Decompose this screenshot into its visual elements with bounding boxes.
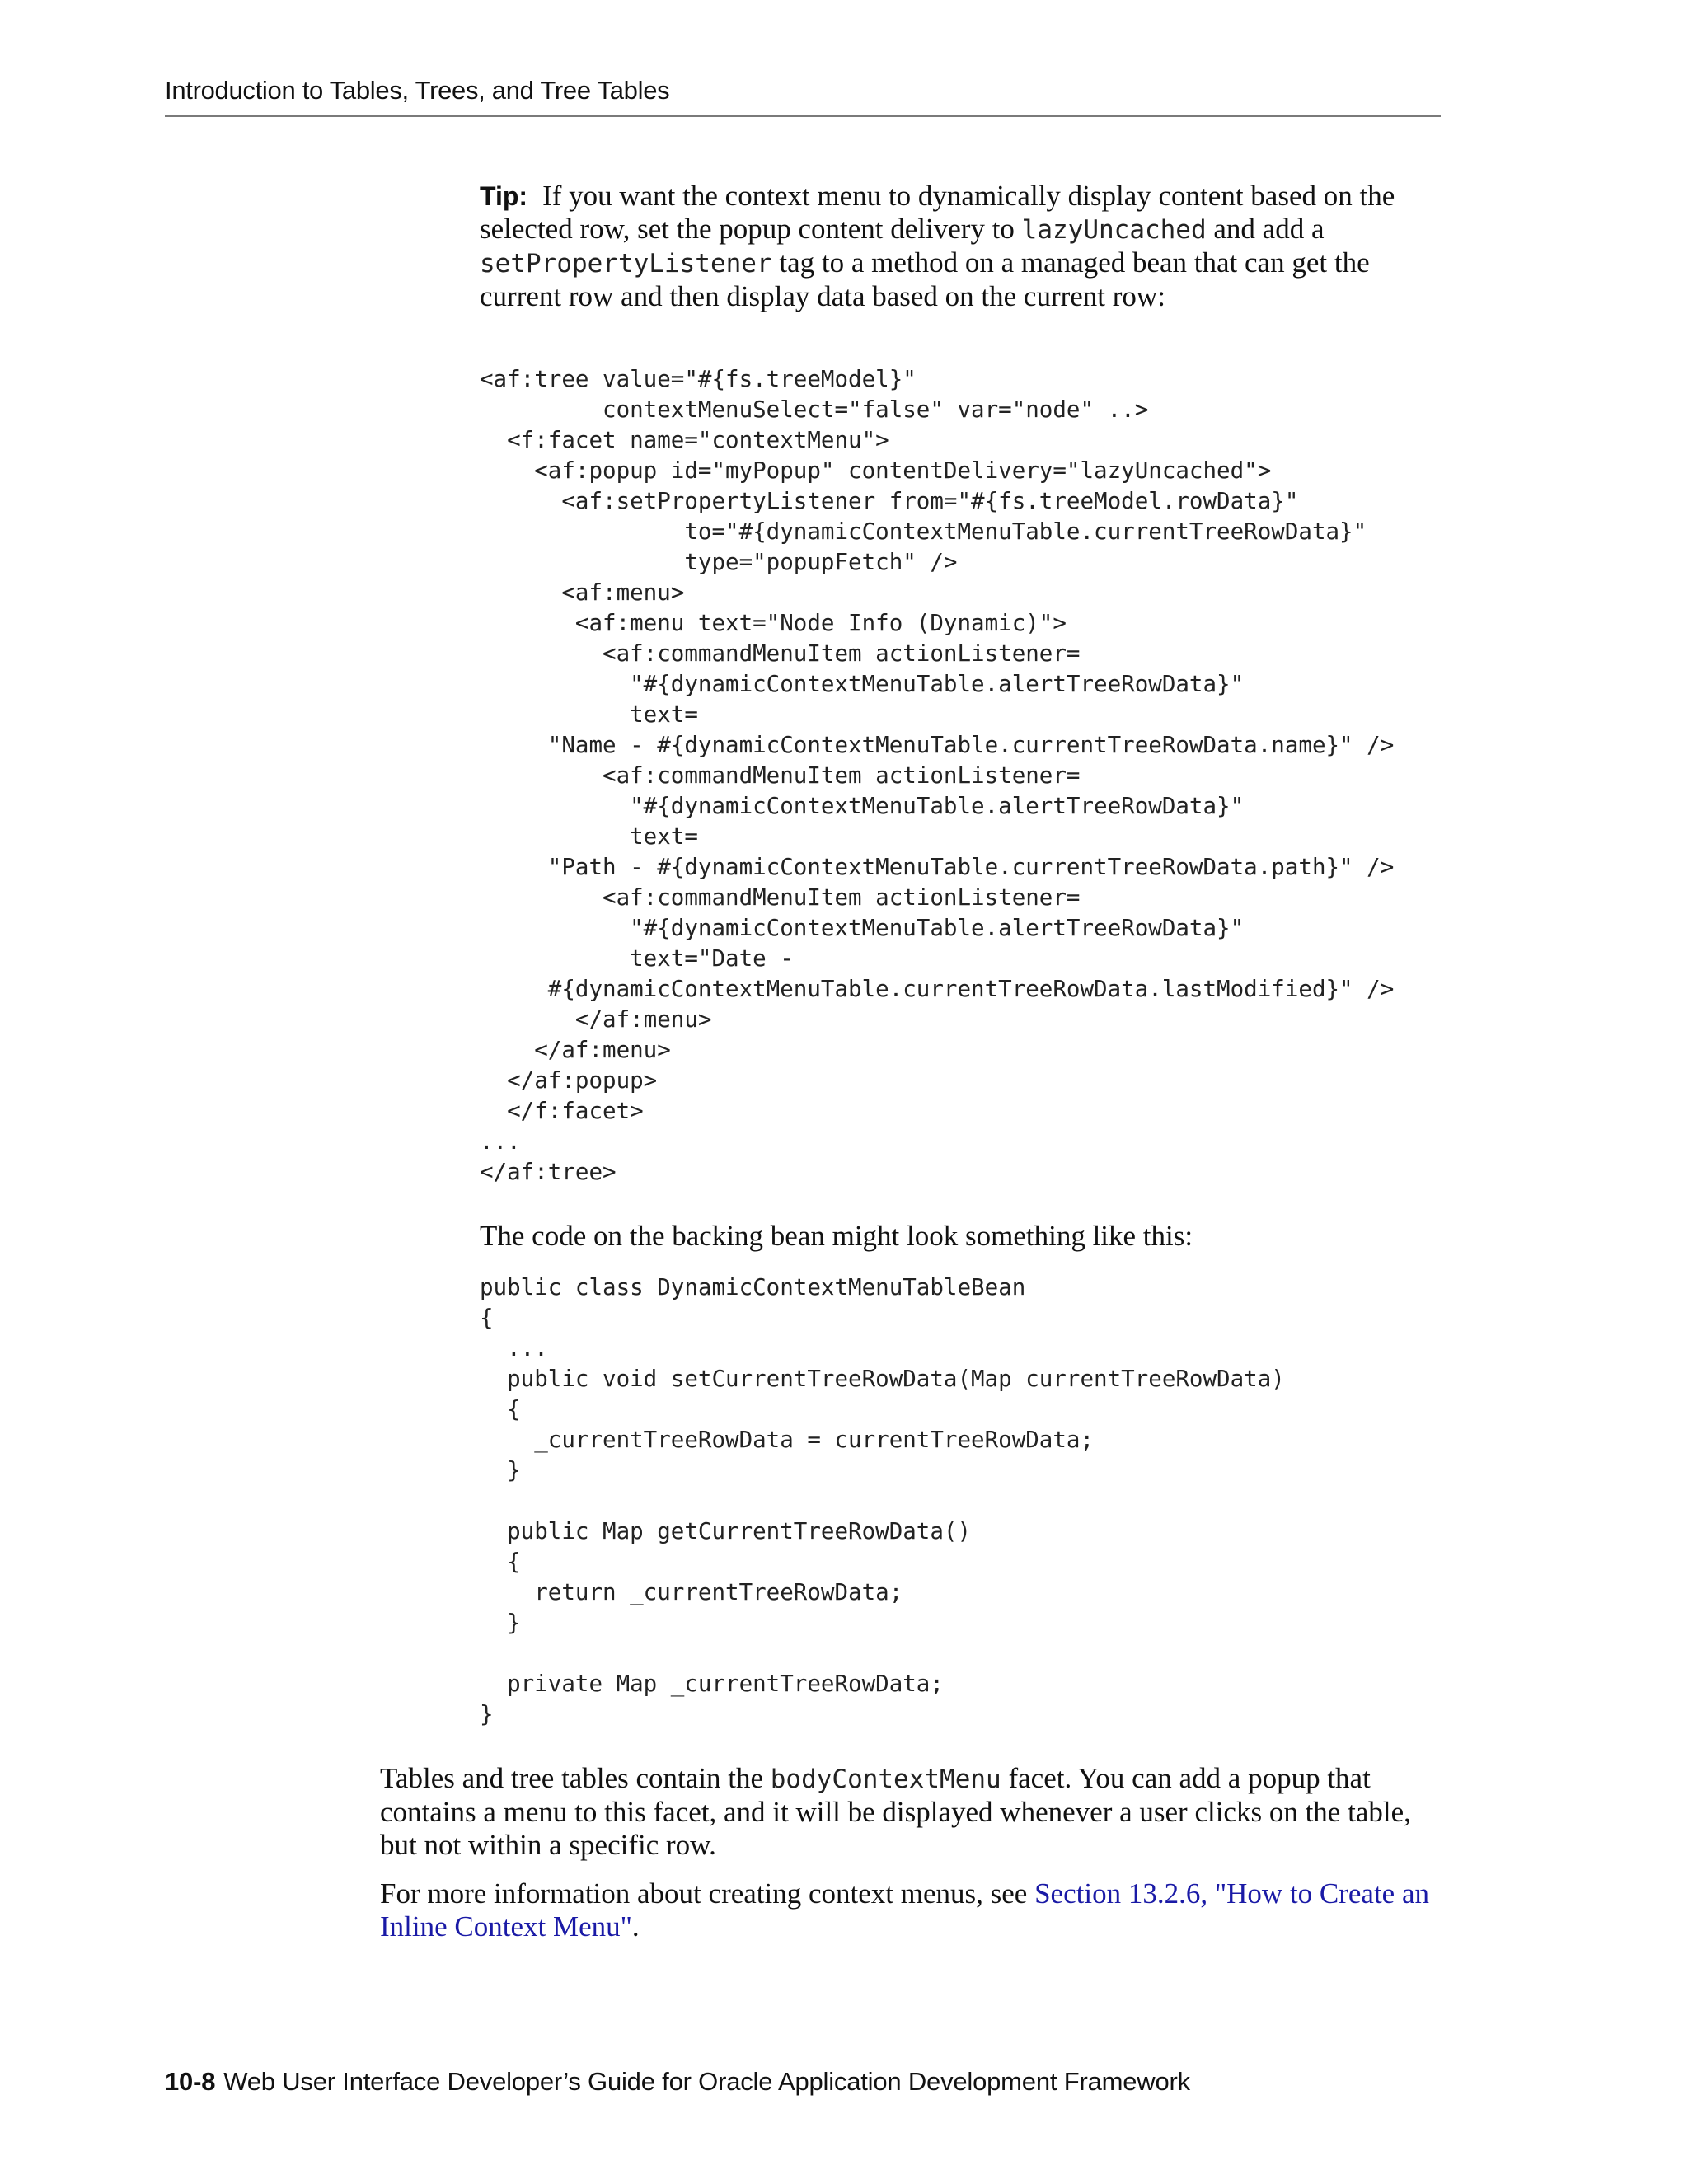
tip-text: tag to a method on a managed bean that can get the current row and then display data based on the current row:: [480, 246, 1370, 312]
page-number: 10-8: [165, 2067, 216, 2096]
tables-context-menu-paragraph: [380, 1762, 1443, 1862]
tip-code-setpropertylistener: setPropertyListener: [480, 249, 772, 279]
paragraph-text: .: [631, 1910, 640, 1943]
paragraph-text: Tables and tree tables contain the: [380, 1762, 771, 1794]
book-title: Web User Interface Developer’s Guide for Oracle Application Development Framework: [223, 2067, 1190, 2096]
running-header: Introduction to Tables, Trees, and Tree Tables: [165, 76, 670, 105]
tip-label: Tip:: [480, 181, 528, 211]
page-footer: [165, 2065, 1190, 2098]
paragraph-text: For more information about creating context menus, see: [380, 1877, 1035, 1910]
tip-code-lazyuncached: lazyUncached: [1021, 215, 1207, 245]
paragraph-text: facet. You can add a popup that contains a menu to this facet, and it will be displayed whenever a user clicks on the table, but not within a specific row.: [380, 1762, 1411, 1861]
tip-block: [480, 180, 1428, 313]
tree-code-example: <af:tree value="#{fs.treeModel}" contextMenuSelect="false" var="node" ..> <f:facet name="contextMenu"> <af:popup id="myPopup" contentDelivery="lazyUncached"> <af:setPropertyListener from="#{fs.treeModel.rowData}" to="#{dynamicContextMenuTable.currentTreeRowData}" type="popupFetch" /> <af:menu> <af:menu text="Node Info (Dynamic)"> <af:commandMenuItem actionListener= "#{dynamicContextMenuTable.alertTreeRowData}" text= "Name - #{dynamicContextMenuTable.currentTreeRowData.name}" /> <af:commandMenuItem actionListener= "#{dynamicContextMenuTable.alertTreeRowData}" text= "Path - #{dynamicContextMenuTable.currentTreeRowData.path}" /> <af:commandMenuItem actionListener= "#{dynamicContextMenuTable.alertTreeRowData}" text="Date - #{dynamicContextMenuTable.currentTreeRowData.lastModified}" /> </af:menu> </af:menu> </af:popup> </f:facet> ... </af:tree>: [480, 366, 1395, 1185]
backing-bean-code-example: public class DynamicContextMenuTableBean { ... public void setCurrentTreeRowData(Map currentTreeRowData) { _currentTreeRowData = currentTreeRowData; } public Map getCurrentTreeRowData() { return _currentTreeRowData; } private Map _currentTreeRowData; }: [480, 1274, 1285, 1727]
more-info-paragraph: [380, 1877, 1443, 1943]
context-menu-section-link[interactable]: Section 13.2.6, "How to Create an Inline Context Menu": [380, 1877, 1430, 1943]
header-rule: [165, 115, 1441, 117]
tip-text: and add a: [1206, 213, 1325, 245]
body-context-menu-code: bodyContextMenu: [770, 1765, 1001, 1794]
backing-bean-intro: The code on the backing bean might look something like this:: [480, 1220, 1193, 1252]
tip-text: If you want the context menu to dynamically display content based on the selected row, set the popup content delivery to: [480, 180, 1395, 245]
